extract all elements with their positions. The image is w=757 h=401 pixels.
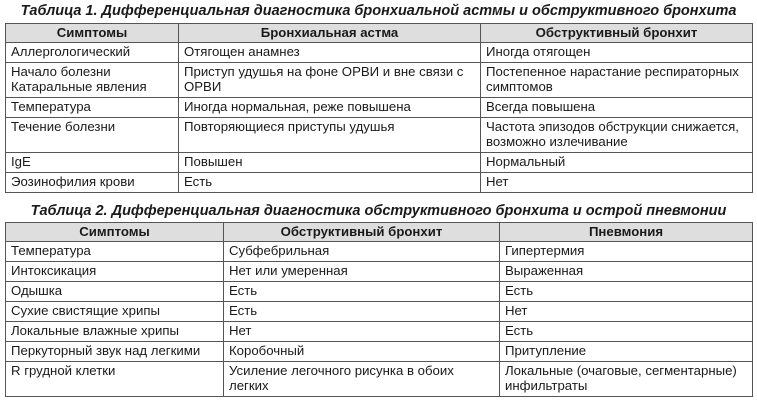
table-cell: Локальные (очаговые, сегментарные) инфильтраты: [500, 362, 753, 397]
table-row: [6, 43, 753, 63]
table1-header-row: [6, 24, 753, 43]
table2-header-pneumonia: Пневмония: [500, 223, 753, 242]
table-cell: Постепенное нарастание респираторных симптомов: [481, 63, 753, 98]
table-row: [6, 362, 753, 397]
table2: [5, 222, 753, 397]
table-cell: Усиление легочного рисунка в обоих легких: [224, 362, 500, 397]
table-row: [6, 153, 753, 173]
table-row: [6, 322, 753, 342]
table-cell: Перкуторный звук над легкими: [6, 342, 224, 362]
table-cell: Нет: [224, 322, 500, 342]
table-row: [6, 63, 753, 98]
table-row: [6, 282, 753, 302]
table-cell: Одышка: [6, 282, 224, 302]
table-cell: Локальные влажные хрипы: [6, 322, 224, 342]
table-cell: Начало болезни Катаральные явления: [6, 63, 179, 98]
table-cell: Отягощен анамнез: [179, 43, 481, 63]
table-cell: Есть: [500, 322, 753, 342]
table-row: [6, 118, 753, 153]
table-cell: Есть: [500, 282, 753, 302]
table1-header-symptoms: Симптомы: [6, 24, 179, 43]
table-cell: Течение болезни: [6, 118, 179, 153]
table-cell: Есть: [224, 302, 500, 322]
table2-caption: Таблица 2. Дифференциальная диагностика обструктивного бронхита и острой пневмонии: [30, 203, 727, 219]
table-cell: R грудной клетки: [6, 362, 224, 397]
table-cell: Приступ удушья на фоне ОРВИ и вне связи с ОРВИ: [179, 63, 481, 98]
table-row: [6, 342, 753, 362]
table-cell: IgE: [6, 153, 179, 173]
table-cell: Коробочный: [224, 342, 500, 362]
table-cell: Выраженная: [500, 262, 753, 282]
table-cell: Есть: [224, 282, 500, 302]
table-cell: Частота эпизодов обструкции снижается, возможно излечивание: [481, 118, 753, 153]
table-cell: Нет: [500, 302, 753, 322]
table-row: [6, 302, 753, 322]
table-cell: Температура: [6, 98, 179, 118]
table-row: [6, 98, 753, 118]
table-cell: Эозинофилия крови: [6, 173, 179, 193]
table-row: [6, 173, 753, 193]
table-row: [6, 262, 753, 282]
table-cell: Нет: [481, 173, 753, 193]
table1-header-bronchitis: Обструктивный бронхит: [481, 24, 753, 43]
table-cell: Есть: [179, 173, 481, 193]
table2-header-bronchitis: Обструктивный бронхит: [224, 223, 500, 242]
table1: [5, 23, 753, 193]
table-cell: Сухие свистящие хрипы: [6, 302, 224, 322]
table2-header-symptoms: Симптомы: [6, 223, 224, 242]
table1-caption: Таблица 1. Дифференциальная диагностика бронхиальной астмы и обструктивного бронхита: [20, 3, 737, 19]
table-cell: Иногда отягощен: [481, 43, 753, 63]
table-cell: Всегда повышена: [481, 98, 753, 118]
table-cell: Субфебрильная: [224, 242, 500, 262]
table-cell: Интоксикация: [6, 262, 224, 282]
table-cell: Температура: [6, 242, 224, 262]
table-cell: Нормальный: [481, 153, 753, 173]
table-cell: Притупление: [500, 342, 753, 362]
table-cell: Нет или умеренная: [224, 262, 500, 282]
table1-header-asthma: Бронхиальная астма: [179, 24, 481, 43]
table-cell: Гипертермия: [500, 242, 753, 262]
table-cell: Повторяющиеся приступы удушья: [179, 118, 481, 153]
table-cell: Повышен: [179, 153, 481, 173]
table2-header-row: [6, 223, 753, 242]
table-row: [6, 242, 753, 262]
table-cell: Аллергологический: [6, 43, 179, 63]
table-cell: Иногда нормальная, реже повышена: [179, 98, 481, 118]
